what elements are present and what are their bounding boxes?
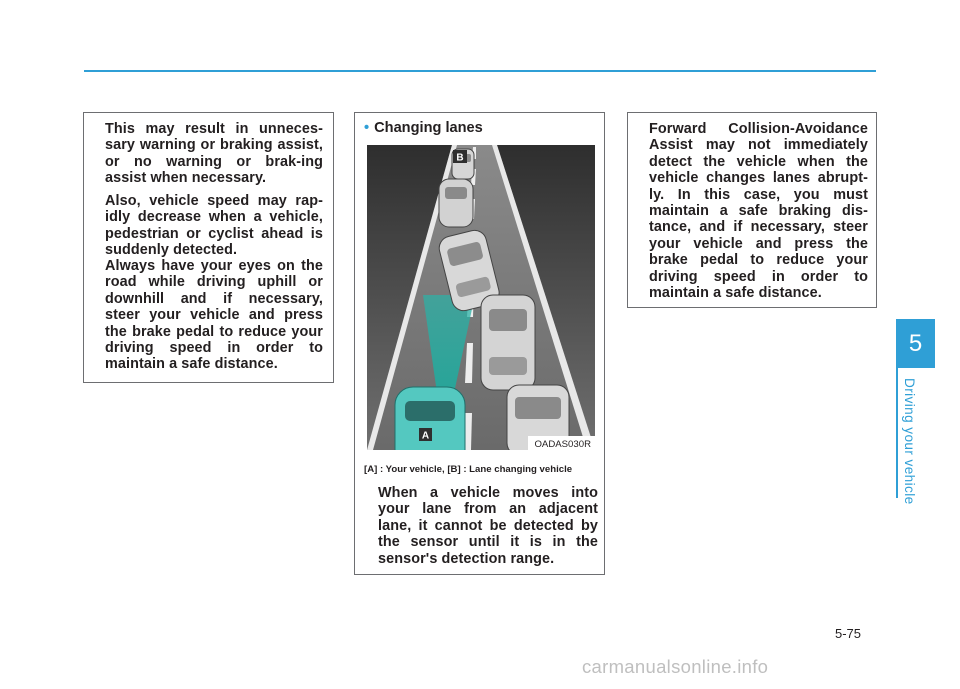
center-text-box — [354, 112, 605, 575]
left-paragraph-1: This may result in unneces-sary warning or braking assist, or no warning or brak-ing assist when necessary. — [105, 121, 323, 187]
right-paragraph: Forward Collision-Avoidance Assist may not immediately detect the vehicle when the vehicle changes lanes abrupt-ly. In this case, you must maintain a safe braking dis-tance, and if necessary, steer your vehicle and press the brake pedal to reduce your driving speed in order to maintain a safe distance. — [649, 121, 868, 302]
chapter-tab-line — [896, 368, 898, 498]
left-paragraph-2: Also, vehicle speed may rap-idly decrease when a vehicle, pedestrian or cyclist ahead is suddenly detected. — [105, 193, 323, 259]
page-number: 5-75 — [835, 626, 862, 641]
label-b-text: B — [456, 152, 464, 164]
traffic-car-right-1 — [481, 295, 535, 390]
center-paragraph: When a vehicle moves into your lane from an adjacent lane, it cannot be detected by the sensor until it is in the sensor's detection range. — [378, 485, 598, 567]
left-paragraph-3: Always have your eyes on the road while driving uphill or downhill and if necessary, steer your vehicle and press the brake pedal to reduce your driving speed in order to maintain a safe distance. — [105, 258, 323, 373]
lane-change-illustration — [367, 145, 595, 450]
top-rule — [84, 70, 876, 72]
figure-caption: [A] : Your vehicle, [B] : Lane changing vehicle — [364, 464, 573, 475]
watermark: carmanualsonline.info — [582, 656, 769, 677]
left-text-box — [83, 112, 334, 383]
bullet-icon: • — [364, 120, 370, 136]
section-heading — [364, 120, 483, 136]
heading-text: Changing lanes — [374, 120, 483, 136]
label-a-text: A — [421, 430, 430, 442]
chapter-number-tab: 5 — [896, 319, 935, 368]
right-text-box — [627, 112, 877, 308]
figure-code: OADAS030R — [534, 439, 591, 450]
chapter-title: Driving your vehicle — [902, 378, 917, 505]
